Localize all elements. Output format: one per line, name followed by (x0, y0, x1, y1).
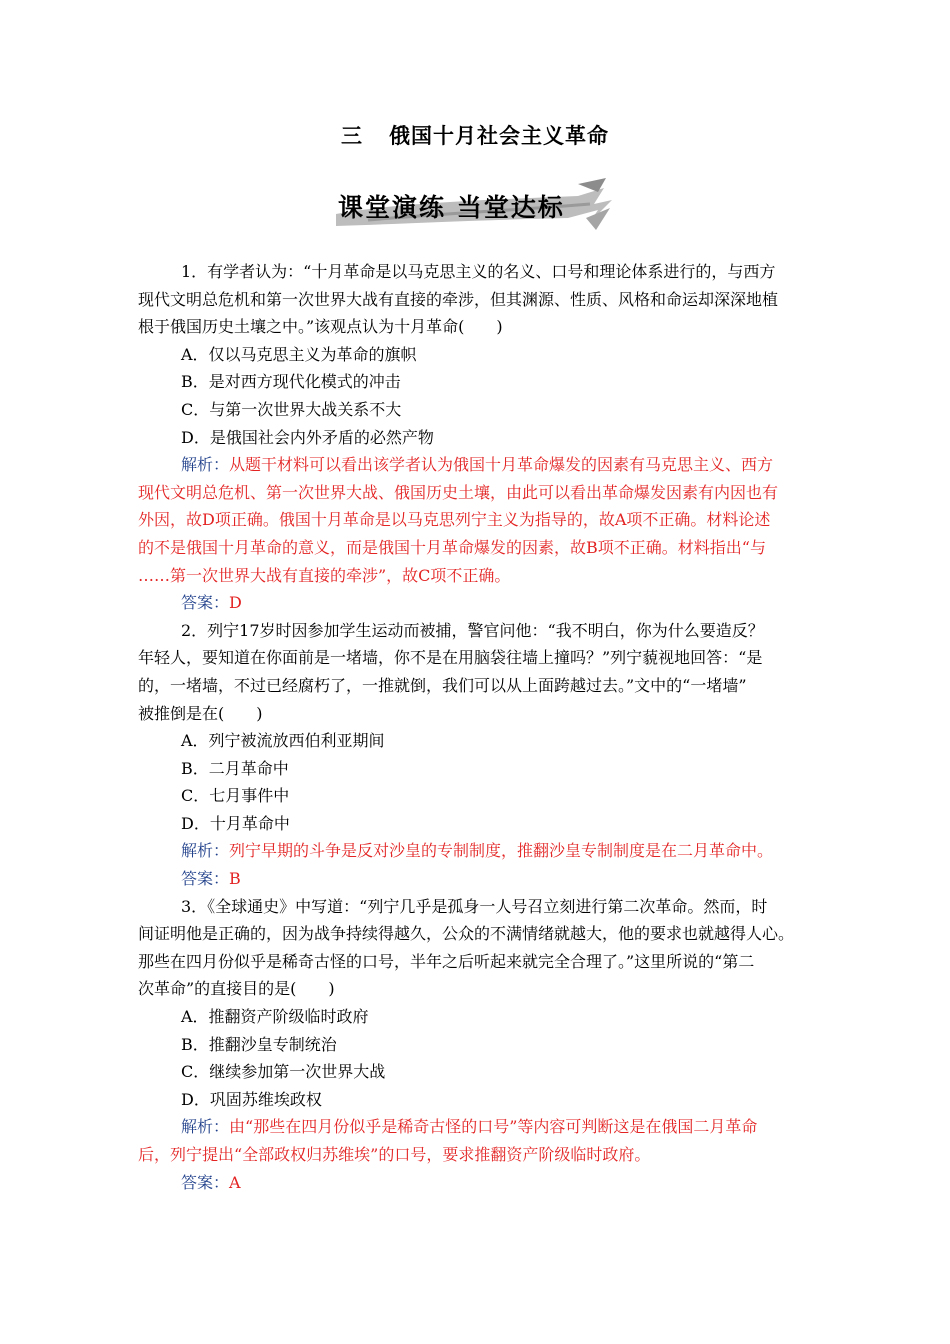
analysis-label: 解析： (181, 1117, 230, 1137)
option-c: C．七月事件中 (181, 786, 290, 806)
section-number: 三 (341, 124, 363, 148)
question-list (138, 258, 818, 1196)
question-stem-line: 根于俄国历史土壤之中。”该观点认为十月革命( ) (138, 317, 503, 337)
analysis-label: 解析： (181, 841, 230, 861)
section-banner (328, 174, 618, 236)
banner-title: 课堂演练 当堂达标 (338, 193, 565, 222)
question-stem-line: 的，一堵墙，不过已经腐朽了，一推就倒，我们可以从上面跨越过去。”文中的“一堵墙” (138, 675, 747, 695)
question-item (138, 258, 818, 617)
analysis-text: 由“那些在四月份似乎是稀奇古怪的口号”等内容可判断这是在俄国二月革命 (229, 1117, 758, 1137)
question-item (138, 617, 818, 893)
analysis-text: 列宁早期的斗争是反对沙皇的专制制度，推翻沙皇专制制度是在二月革命中。 (229, 841, 774, 861)
question-stem-line: 间证明他是正确的，因为战争持续得越久，公众的不满情绪就越大，他的要求也就越得人心。 (138, 924, 795, 944)
answer-value: B (229, 869, 241, 889)
option-a: A．仅以马克思主义为革命的旗帜 (181, 344, 417, 364)
answer-label: 答案： (181, 1172, 230, 1192)
option-b: B．二月革命中 (181, 758, 289, 778)
question-stem-line: 2．列宁17岁时因参加学生运动而被捕，警官问他：“我不明白，你为什么要造反？ (181, 620, 764, 640)
question-item (138, 893, 818, 1197)
analysis-line (138, 451, 818, 479)
question-stem-line: 现代文明总危机和第一次世界大战有直接的牵涉，但其渊源、性质、风格和命运却深深地植 (138, 289, 779, 309)
option-a: A．推翻资产阶级临时政府 (181, 1007, 369, 1027)
question-stem-line: 1．有学者认为：“十月革命是以马克思主义的名义、口号和理论体系进行的，与西方 (181, 262, 776, 281)
analysis-line: 后，列宁提出“全部政权归苏维埃”的口号，要求推翻资产阶级临时政府。 (138, 1145, 651, 1164)
analysis-text: 从题干材料可以看出该学者认为俄国十月革命爆发的因素有马克思主义、西方 (229, 455, 774, 475)
answer-value: A (229, 1172, 241, 1192)
option-b: B．推翻沙皇专制统治 (181, 1034, 337, 1054)
option-c: C．与第一次世界大战关系不大 (181, 399, 402, 419)
option-c: C．继续参加第一次世界大战 (181, 1062, 386, 1082)
analysis-line (138, 1113, 818, 1141)
analysis-line (138, 837, 818, 865)
analysis-label: 解析： (181, 455, 230, 475)
section-title: 俄国十月社会主义革命 (389, 124, 609, 148)
answer-line (138, 1169, 818, 1197)
answer-line (138, 865, 818, 893)
question-stem-line: 被推倒是在( ) (138, 703, 263, 723)
option-d: D．是俄国社会内外矛盾的必然产物 (181, 427, 434, 447)
analysis-line: 外因，故D项正确。俄国十月革命是以马克思列宁主义为指导的，故A项不正确。材料论述 (138, 510, 771, 530)
answer-label: 答案： (181, 593, 230, 613)
answer-value: D (229, 593, 242, 613)
page-title (0, 120, 950, 150)
question-stem-line: 那些在四月份似乎是稀奇古怪的口号，半年之后听起来就完全合理了。”这里所说的“第二 (138, 951, 755, 971)
question-stem-line: 3．《全球通史》中写道：“列宁几乎是孤身一人号召立刻进行第二次革命。然而，时 (181, 896, 768, 916)
option-d: D．十月革命中 (181, 813, 290, 833)
question-stem-line: 年轻人，要知道在你面前是一堵墙，你不是在用脑袋往墙上撞吗？”列宁藐视地回答：“是 (138, 648, 763, 668)
option-b: B．是对西方现代化模式的冲击 (181, 372, 401, 392)
analysis-line: ……第一次世界大战有直接的牵涉”，故C项不正确。 (138, 565, 511, 585)
question-stem-line: 次革命”的直接目的是( ) (138, 979, 335, 999)
option-a: A．列宁被流放西伯利亚期间 (181, 731, 385, 751)
analysis-line: 现代文明总危机、第一次世界大战、俄国历史土壤，由此可以看出革命爆发因素有内因也有 (138, 482, 779, 502)
answer-label: 答案： (181, 869, 230, 889)
analysis-line: 的不是俄国十月革命的意义，而是俄国十月革命爆发的因素，故B项不正确。材料指出“与 (138, 537, 766, 557)
option-d: D．巩固苏维埃政权 (181, 1089, 322, 1109)
answer-line (138, 589, 818, 617)
